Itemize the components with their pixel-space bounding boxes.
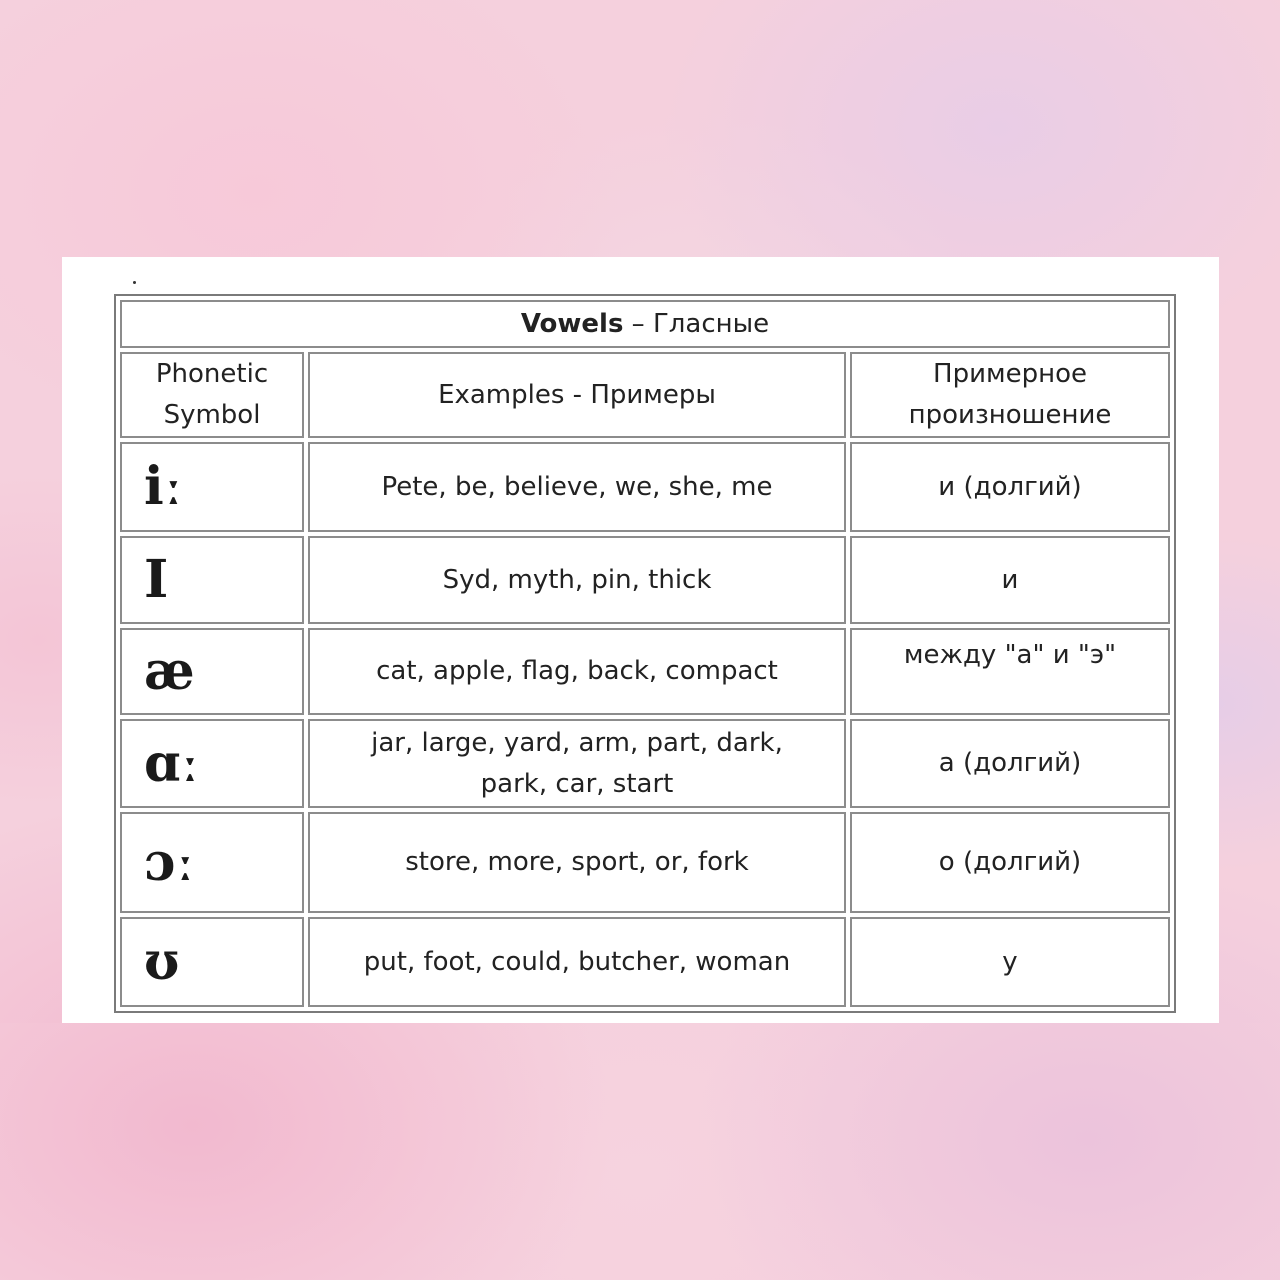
examples-cell: store, more, sport, or, fork — [308, 812, 846, 913]
header-examples: Examples - Примеры — [308, 352, 846, 438]
table-row — [120, 917, 1170, 1007]
examples-cell — [308, 719, 846, 808]
vowels-table — [114, 294, 1176, 1013]
pronunciation-cell: а (долгий) — [850, 719, 1170, 808]
examples-line1: jar, large, yard, arm, part, dark, — [371, 727, 783, 758]
pronunciation-cell: у — [850, 917, 1170, 1007]
phonetic-symbol: ɔː — [120, 812, 304, 913]
header-symbol — [120, 352, 304, 438]
phonetic-symbol: iː — [120, 442, 304, 532]
table-row — [120, 628, 1170, 715]
phonetic-symbol: æ — [120, 628, 304, 715]
table-title — [120, 300, 1170, 348]
examples-cell: put, foot, could, butcher, woman — [308, 917, 846, 1007]
phonetic-symbol: ɑː — [120, 719, 304, 808]
examples-cell: Syd, myth, pin, thick — [308, 536, 846, 624]
background-band — [0, 1023, 1280, 1280]
pronunciation-cell: между "а" и "э" — [850, 628, 1170, 715]
phonetic-symbol: I — [120, 536, 304, 624]
table-title-rest: – Гласные — [623, 308, 770, 339]
table-row — [120, 442, 1170, 532]
examples-line2: park, car, start — [480, 768, 674, 799]
header-pron-line1: Примерное — [933, 359, 1087, 389]
header-pronunciation — [850, 352, 1170, 438]
examples-cell: Pete, be, believe, we, she, me — [308, 442, 846, 532]
pronunciation-cell: и — [850, 536, 1170, 624]
pronunciation-cell: о (долгий) — [850, 812, 1170, 913]
pronunciation-cell: и (долгий) — [850, 442, 1170, 532]
stray-dot — [133, 281, 136, 284]
table-row — [120, 719, 1170, 808]
header-symbol-line1: Phonetic — [155, 359, 269, 389]
table-row — [120, 536, 1170, 624]
phonetic-symbol: ʊ — [120, 917, 304, 1007]
header-pron-line2: произношение — [908, 400, 1112, 430]
table-title-bold: Vowels — [520, 308, 624, 339]
header-symbol-line2: Symbol — [163, 400, 261, 430]
table-row — [120, 812, 1170, 913]
examples-cell: cat, apple, flag, back, compact — [308, 628, 846, 715]
